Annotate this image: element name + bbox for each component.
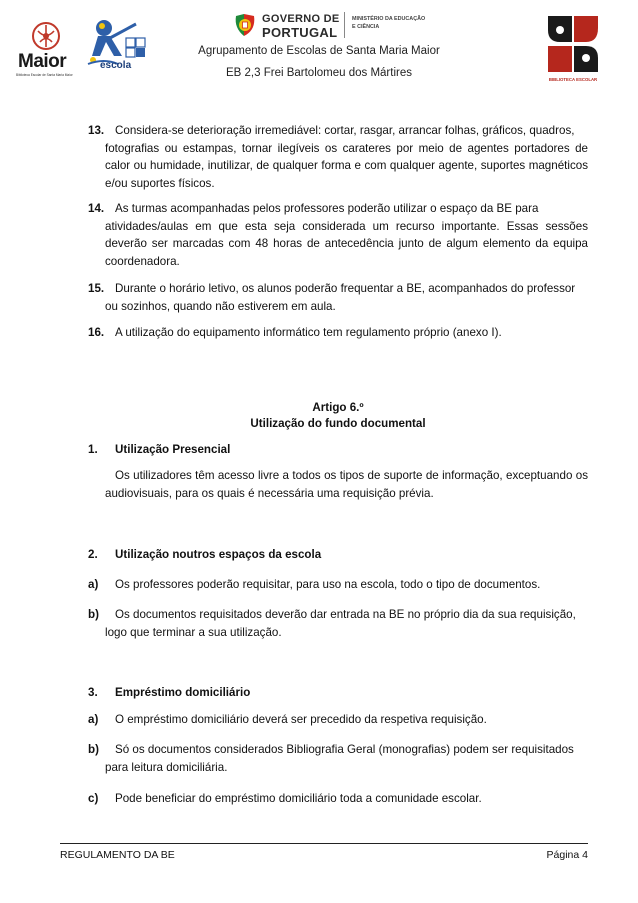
sub-text-first-line: Os professores poderão requisitar, para uso na escola, todo o tipo de documentos.	[115, 578, 541, 591]
section-3-item-b	[88, 741, 588, 776]
ministry-line1: MINISTÉRIO DA EDUCAÇÃO	[352, 16, 426, 22]
governo-portugal-logo	[232, 10, 432, 40]
rule-number: 13.	[88, 124, 105, 137]
section-1-paragraph: Os utilizadores têm acesso livre a todos os tipos de suporte de informação, exceptuando os audiovisuais, para os quais é necessária uma requisição prévia.	[105, 469, 588, 500]
school-group-name: Agrupamento de Escolas de Santa Maria Maior	[198, 45, 440, 57]
sub-text-first-line: O empréstimo domiciliário deverá ser precedido da respetiva requisição.	[115, 713, 487, 726]
ministry-line2: E CIÊNCIA	[352, 24, 380, 30]
rule-text: ou sozinhos, quando não estiverem em aula.	[105, 299, 336, 313]
gov-logo-line2: PORTUGAL	[262, 25, 338, 40]
section-number: 1.	[88, 443, 98, 456]
section-number: 3.	[88, 686, 98, 699]
rule-item-15	[88, 280, 588, 315]
sub-label: c)	[88, 792, 99, 805]
maior-logo-text: Maior	[18, 51, 67, 72]
rule-number: 15.	[88, 282, 105, 295]
footer-page-number: Página 4	[546, 849, 588, 861]
article-title: Utilização do fundo documental	[250, 417, 426, 430]
section-number: 2.	[88, 548, 98, 561]
section-2-item-a	[88, 576, 588, 594]
sub-label: a)	[88, 578, 99, 591]
rule-number: 16.	[88, 326, 105, 339]
sub-label: b)	[88, 743, 99, 756]
article-number: Artigo 6.º	[312, 401, 364, 414]
page-footer	[60, 843, 588, 861]
rule-text-first-line: Durante o horário letivo, os alunos poderão frequentar a BE, acompanhados do professor	[115, 282, 576, 295]
rule-item-16	[88, 324, 588, 342]
sub-text-first-line: Os documentos requisitados deverão dar entrada na BE no próprio dia da sua requisição,	[115, 608, 576, 621]
sub-text-first-line: Só os documentos considerados Bibliografia Geral (monografias) podem ser requisitados	[115, 743, 574, 756]
sub-label: b)	[88, 608, 99, 621]
rule-text-first-line: Considera-se deterioração irremediável: cortar, rasgar, arrancar folhas, gráficos, quadros,	[115, 124, 575, 137]
sub-text: logo que terminar a sua utilização.	[105, 625, 282, 639]
sub-text: para leitura domiciliária.	[105, 760, 228, 774]
rule-text-first-line: As turmas acompanhadas pelos professores poderão utilizar o espaço da BE para	[115, 202, 539, 215]
school-name: EB 2,3 Frei Bartolomeu dos Mártires	[226, 67, 412, 79]
rule-number: 14.	[88, 202, 105, 215]
escola-logo-text: escola	[100, 60, 132, 71]
gov-logo-divider	[344, 12, 345, 38]
rule-text-first-line: A utilização do equipamento informático tem regulamento próprio (anexo I).	[115, 326, 502, 339]
rule-text: fotografias ou estampas, tornar ilegíveis os carateres por meio de agentes portadores de calor ou humidade, inutilizar, de qualquer forma e com qualquer agente, suportes magnéticos e/ou suportes físicos.	[105, 141, 588, 190]
maior-logo-subtitle: Biblioteca Escolar de Santa Maria Maior	[16, 73, 73, 77]
section-title: Empréstimo domiciliário	[115, 686, 251, 699]
section-3-item-a	[88, 711, 588, 729]
be-logo-text: BIBLIOTECA ESCOLAR	[548, 77, 598, 82]
sub-text-first-line: Pode beneficiar do empréstimo domiciliário toda a comunidade escolar.	[115, 792, 482, 805]
gov-logo-line1: GOVERNO DE	[262, 13, 340, 25]
section-title: Utilização noutros espaços da escola	[115, 548, 322, 561]
sub-label: a)	[88, 713, 99, 726]
rule-item-13	[88, 122, 588, 192]
section-3-item-c	[88, 790, 588, 808]
section-2-item-b	[88, 606, 588, 641]
section-title: Utilização Presencial	[115, 443, 231, 456]
rule-item-14	[88, 200, 588, 270]
footer-document-title: REGULAMENTO DA BE	[60, 849, 175, 861]
rule-text: atividades/aulas em que esta seja considerada um recurso importante. Essas sessões deverão ser marcadas com 48 horas de antecedência junto de algum elemento da equipa coordenadora.	[105, 219, 588, 268]
biblioteca-escolar-logo	[546, 14, 600, 86]
page-header	[0, 0, 638, 100]
